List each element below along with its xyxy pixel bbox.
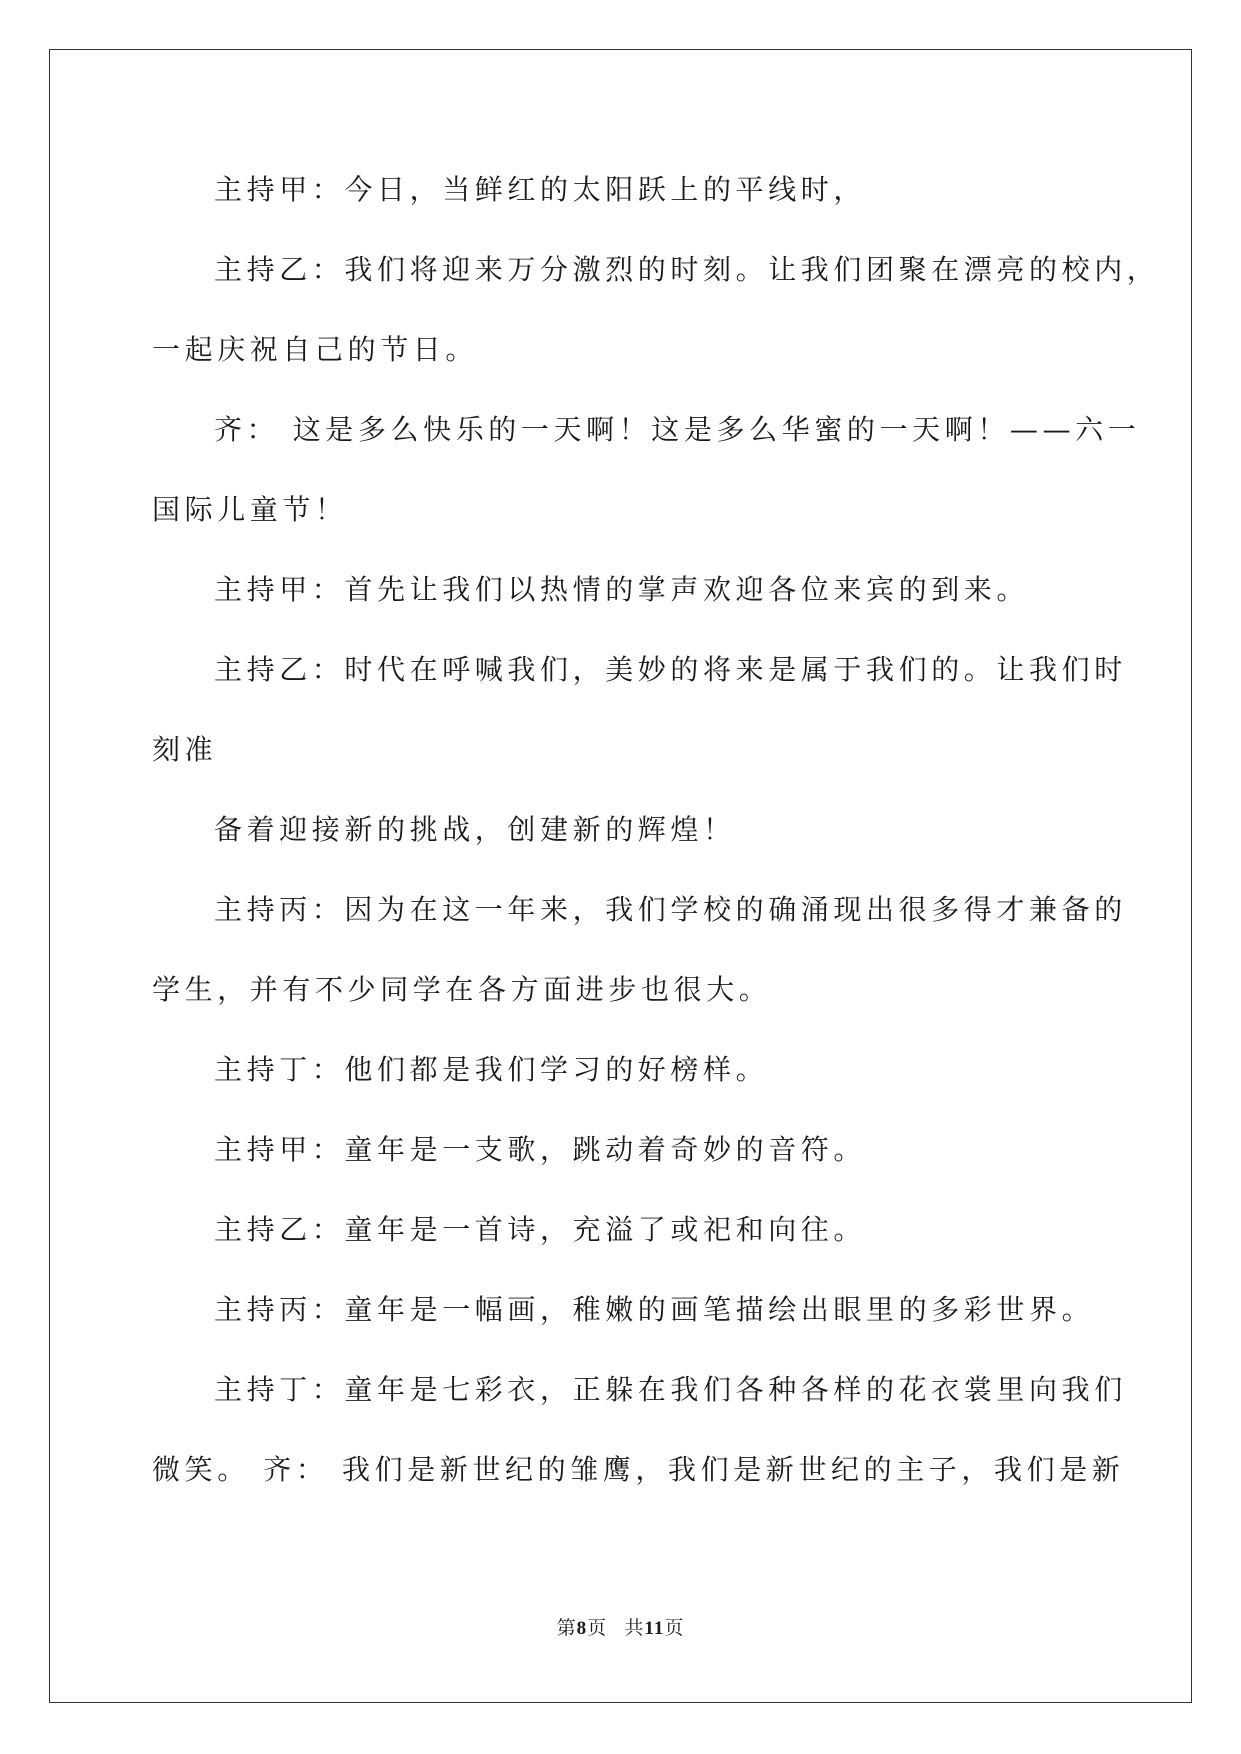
- paragraph-line: 主持丁：童年是七彩衣，正躲在我们各种各样的花衣裳里向我们: [214, 1373, 1127, 1406]
- paragraph-line: 刻准: [152, 733, 218, 766]
- footer-middle: 页 共: [587, 1618, 645, 1639]
- page-footer: [0, 1613, 1241, 1640]
- paragraph-line: 主持甲：首先让我们以热情的掌声欢迎各位来宾的到来。: [214, 573, 1030, 606]
- paragraph-line: 国际儿童节！: [152, 493, 348, 526]
- current-page-number: 8: [576, 1618, 588, 1639]
- paragraph-line: 主持乙：童年是一首诗，充溢了或祀和向往。: [214, 1213, 867, 1246]
- total-pages-number: 11: [644, 1618, 665, 1639]
- paragraph-line: 主持乙：我们将迎来万分激烈的时刻。让我们团聚在漂亮的校内，: [214, 253, 1160, 286]
- paragraph-line: 主持丁：他们都是我们学习的好榜样。: [214, 1053, 769, 1086]
- paragraph-line: 齐： 这是多么快乐的一天啊！这是多么华蜜的一天啊！——六一: [214, 413, 1141, 446]
- paragraph-line: 备着迎接新的挑战，创建新的辉煌！: [214, 813, 736, 846]
- footer-suffix: 页: [664, 1618, 685, 1639]
- paragraph-line: 主持甲：今日，当鲜红的太阳跃上的平线时，: [214, 173, 867, 206]
- paragraph-line: 主持乙：时代在呼喊我们，美妙的将来是属于我们的。让我们时: [214, 653, 1127, 686]
- paragraph-line: 主持丙：童年是一幅画，稚嫩的画笔描绘出眼里的多彩世界。: [214, 1293, 1095, 1326]
- paragraph-line: 微笑。 齐： 我们是新世纪的雏鹰，我们是新世纪的主子，我们是新: [152, 1453, 1125, 1486]
- paragraph-line: 主持甲：童年是一支歌，跳动着奇妙的音符。: [214, 1133, 867, 1166]
- paragraph-line: 学生，并有不少同学在各方面进步也很大。: [152, 973, 772, 1006]
- paragraph-line: 主持丙：因为在这一年来，我们学校的确涌现出很多得才兼备的: [214, 893, 1127, 926]
- footer-prefix: 第: [556, 1618, 577, 1639]
- paragraph-line: 一起庆祝自己的节日。: [152, 333, 479, 366]
